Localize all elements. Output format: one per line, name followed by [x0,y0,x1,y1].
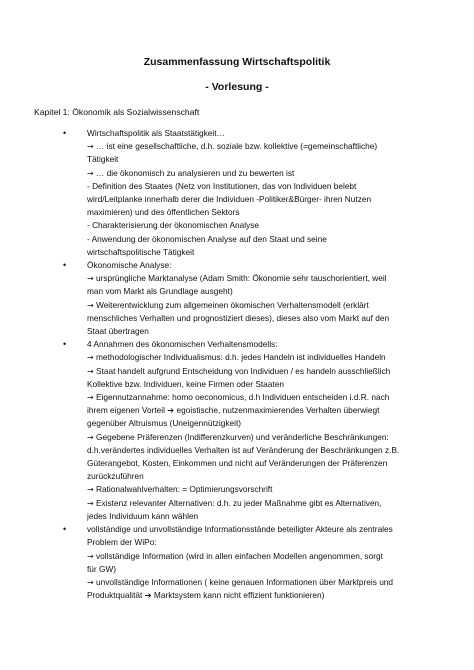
bullet-line-text: jedes Individuum kann wählen [87,510,199,521]
arrow-right-icon: → [87,393,94,403]
bullet-line [87,404,437,417]
bullet-line [87,589,437,602]
chapter-heading: Kapitel 1: Ökonomik als Sozialwissenschaft [34,107,200,117]
bullet-line-text: Wirtschaftspolitik als Staatstätigkeit… [87,128,225,138]
bullet-line [87,576,437,589]
bullet-line-text: Kollektive bzw. Individuen, keine Firmen oder Staaten [87,378,284,389]
bullet-dot-icon: • [63,339,67,350]
bullet-item [0,523,437,602]
bullet-line [87,193,437,206]
bullet-line-text: Problem der WiPo: [87,537,157,548]
bullet-line [87,259,437,272]
bullet-line [87,325,437,338]
bullet-item [0,259,437,338]
bullet-line-text: ihrem eigenen Vorteil ➔ egoistische, nutzenmaximierendes Verhalten überwiegt [87,405,380,416]
bullet-line [87,550,437,563]
bullet-line [87,272,437,285]
bullet-line [87,431,437,444]
arrow-right-icon: → [87,142,94,152]
arrow-right-icon: → [87,366,94,376]
bullet-line-text: Gegebene Präferenzen (Indifferenzkurven) und veränderliche Beschränkungen: [93,431,389,442]
bullet-line [87,312,437,325]
bullet-line [87,153,437,166]
bullet-line [87,140,437,153]
arrow-right-icon: → [87,353,94,363]
bullet-line-text: ursprüngliche Marktanalyse (Adam Smith: Ökonomie sehr tauschorientiert, weil [93,273,387,284]
bullet-line-text: - Definition des Staates (Netz von Institutionen, das von Individuen belebt [87,180,357,191]
bullet-line-text: Staat übertragen [87,326,149,337]
bullet-line [87,365,437,378]
bullet-line-text: Eigennutzannahme: homo oeconomicus, d.h Individuen entscheiden i.d.R. nach [93,392,390,403]
bullet-line-text: menschliches Verhalten und prognostiziert dieses), dieses also vom Markt auf den [87,312,390,323]
bullet-line-text: Weiterentwicklung zum allgemeinen ökomischen Verhaltensmodell (erklärt [93,299,369,310]
bullet-line [87,338,437,351]
bullet-line [87,497,437,510]
bullet-line-text: Güterangebot, Kosten, Einkommen und nicht auf Veränderungen der Präferenzen [87,458,388,469]
arrow-right-icon: → [87,498,94,508]
bullet-line-text: Ökonomische Analyse: [87,260,172,271]
bullet-line-text: Rationalwahlverhalten: = Optimierungsvorschrift [93,484,273,495]
bullet-line [87,167,437,180]
bullet-line [87,378,437,391]
bullet-line-text: vollständige und unvollständige Informationsstände beteiligter Akteure als zentrales [87,524,393,535]
bullet-line-text: vollständige Information (wird in allen einfachen Modellen angenommen, sorgt [93,550,383,561]
bullet-line [87,285,437,298]
bullet-line [87,246,437,259]
bullet-dot-icon: • [63,260,67,271]
bullet-line [87,510,437,523]
bullet-item [0,338,437,523]
bullet-line [87,127,437,140]
bullet-line [87,351,437,364]
bullet-line-text: unvollständige Informationen ( keine genauen Informationen über Marktpreis und [93,576,394,587]
bullet-line-text: 4 Annahmen des ökonomischen Verhaltensmodells: [87,339,278,350]
bullet-line-text: - Charakterisierung der ökonomischen Analyse [87,220,260,231]
bullet-dot-icon: • [63,524,67,535]
arrow-right-icon: → [87,432,94,442]
bullet-line-text: für GW) [87,563,117,574]
document-title: Zusammenfassung Wirtschaftspolitik [143,56,331,68]
bullet-line [87,299,437,312]
bullet-line [87,457,437,470]
arrow-right-icon: → [87,274,94,284]
bullet-line [87,233,437,246]
bullet-line [87,417,437,430]
arrow-right-icon: → [87,577,94,587]
bullet-line [87,536,437,549]
bullet-line-text: man vom Markt als Grundlage ausgeht) [87,286,233,297]
bullet-line-text: d.h.verändertes individuelles Verhalten ist auf Veränderung der Beschränkungen z.B. [87,444,400,455]
bullet-line-text: Staat handelt aufgrund Entscheidung von Individuen / es handeln ausschließlich [93,365,391,376]
bullet-line-text: methodologischer Individualismus: d.h. jedes Handeln ist individuelles Handeln [93,352,386,363]
bullet-line [87,523,437,536]
bullet-line [87,444,437,457]
arrow-right-icon: → [87,168,94,178]
arrow-right-icon: → [87,551,94,561]
document-subtitle: - Vorlesung - [205,81,269,93]
bullet-line-text: Existenz relevanter Alternativen: d.h. zu jeder Maßnahme gibt es Alternativen, [93,497,382,508]
bullet-line [87,563,437,576]
bullet-line-text: - Anwendung der ökonomischen Analyse auf den Staat und seine [87,233,327,244]
bullet-line-text: gegenüber Altruismus (Uneigennützigkeit) [87,418,242,429]
bullet-line-text: … ist eine gesellschaftliche, d.h. soziale bzw. kollektive (=gemeinschaftliche) [93,141,378,152]
bullet-line-text: maximieren) und des öffentlichen Sektors [87,207,240,218]
bullet-line-text: Tätigkeit [87,154,119,165]
bullet-line-text: zurückzuführen [87,471,144,482]
bullet-line-text: wird/Leitplanke innerhalb derer die Individuen -Politiker&Bürger- ihren Nutzen [87,194,372,205]
bullet-dot-icon: • [63,128,67,138]
bullet-line-text: wirtschaftspolitische Tätigkeit [87,246,195,257]
bullet-line [87,470,437,483]
bullet-line [87,219,437,232]
arrow-right-icon: → [87,300,94,310]
bullet-line [87,391,437,404]
bullet-line-text: … die ökonomisch zu analysieren und zu bewerten ist [93,167,295,178]
bullet-line-text: Produktqualität ➔ Marktsystem kann nicht effizient funktionieren) [87,590,325,601]
bullet-list [0,127,474,602]
arrow-right-icon: → [87,485,94,495]
bullet-line [87,483,437,496]
bullet-line [87,206,437,219]
bullet-item [0,127,437,259]
bullet-line [87,180,437,193]
